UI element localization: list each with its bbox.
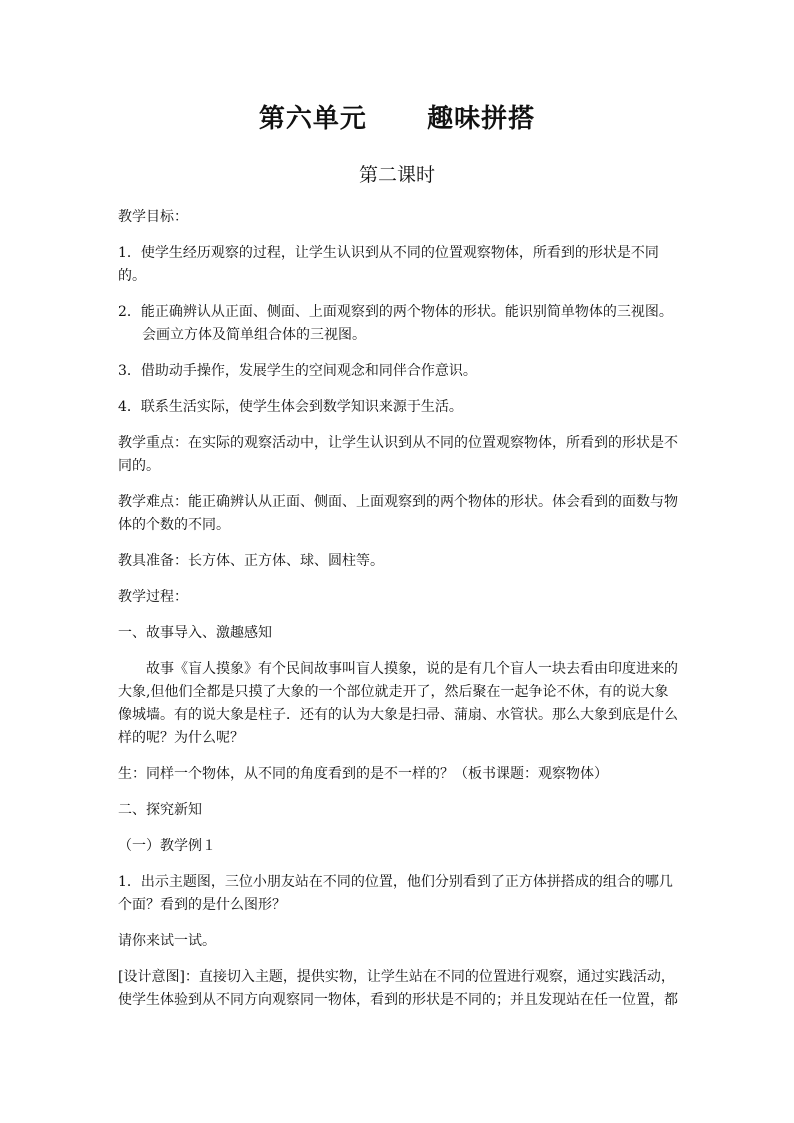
process-heading: 教学过程： xyxy=(118,589,188,605)
subsection-1-heading: （一）教学例１ xyxy=(118,838,216,854)
goal-heading: 教学目标： xyxy=(118,209,188,225)
materials: 教具准备：长方体、正方体、球、圆柱等。 xyxy=(118,553,384,569)
goal-item-2: 2．能正确辨认从正面、侧面、上面观察到的两个物体的形状。能识别简单物体的三视图。会画立方体及简单组合体的三视图。 xyxy=(118,304,673,343)
try-it: 请你来试一试。 xyxy=(118,933,216,949)
step-1: 1．出示主题图，三位小朋友站在不同的位置，他们分别看到了正方体拼搭成的组合的哪几个面？看到的是什么图形？ xyxy=(118,874,673,913)
section-2-heading: 二、探究新知 xyxy=(118,802,202,818)
document-title: 第六单元 趣味拼搭 xyxy=(258,104,536,134)
design-intent: [设计意图]：直接切入主题，提供实物，让学生站在不同的位置进行观察，通过实践活动，使学生体验到从不同方向观察同一物体，看到的形状是不同的；并且发现站在任一位置，都 xyxy=(118,969,678,1008)
goal-item-3: 3．借助动手操作，发展学生的空间观念和同伴合作意识。 xyxy=(118,363,477,379)
story-paragraph: 故事《盲人摸象》有个民间故事叫盲人摸象，说的是有几个盲人一块去看由印度进来的大象,但他们全都是只摸了大象的一个部位就走开了，然后聚在一起争论不休，有的说大象像城墙。有的说大象是柱子．还有的认为大象是扫帚、蒲扇、水管状。那么大象到底是什么样的呢？为什么呢？ xyxy=(118,661,678,746)
difficulty: 教学难点：能正确辨认从正面、侧面、上面观察到的两个物体的形状。体会看到的面数与物体的个数的不同。 xyxy=(118,494,678,533)
goal-item-4: 4．联系生活实际，使学生体会到数学知识来源于生活。 xyxy=(118,399,463,415)
document-body xyxy=(118,206,682,1025)
student-answer: 生：同样一个物体，从不同的角度看到的是不一样的？（板书课题：观察物体） xyxy=(118,766,608,782)
key-point: 教学重点：在实际的观察活动中，让学生认识到从不同的位置观察物体，所看到的形状是不同的。 xyxy=(118,435,678,474)
lesson-subtitle: 第二课时 xyxy=(358,164,435,186)
section-1-heading: 一、故事导入、激趣感知 xyxy=(118,625,272,641)
goal-item-1: 1．使学生经历观察的过程，让学生认识到从不同的位置观察物体，所看到的形状是不同的。 xyxy=(118,245,659,284)
